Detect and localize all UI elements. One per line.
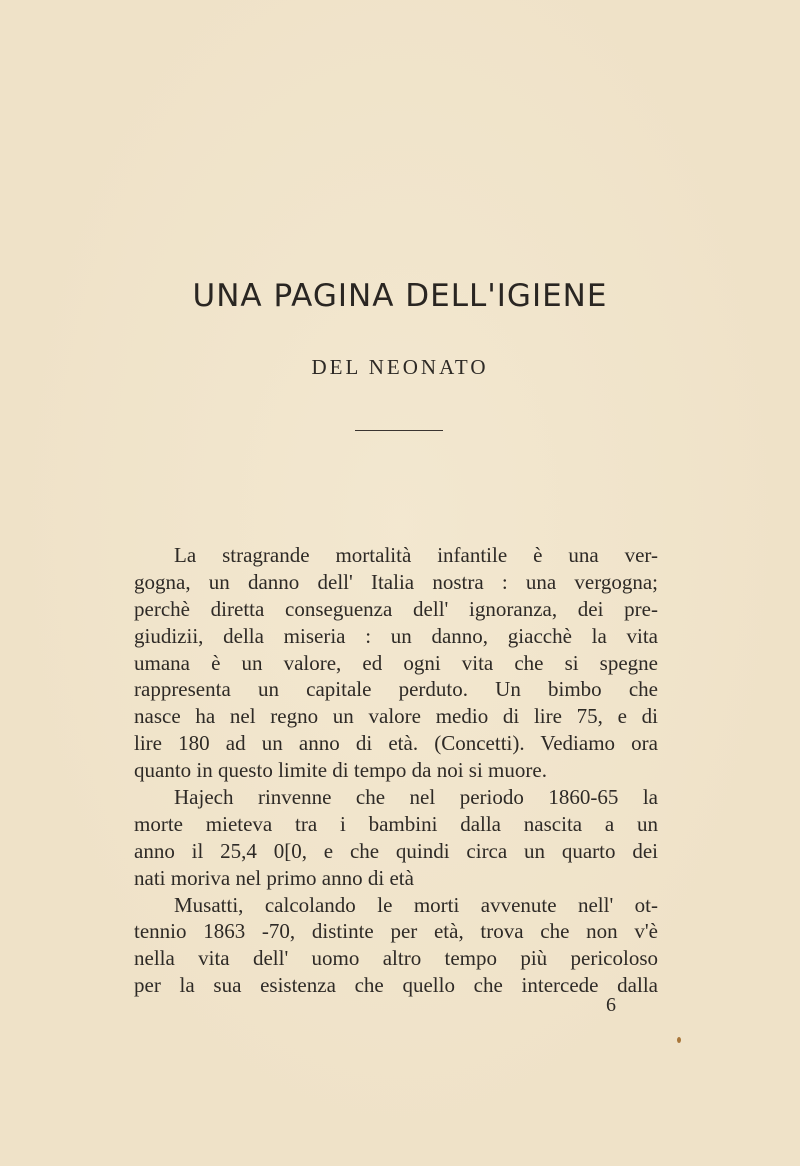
text-line: nasce ha nel regno un valore medio di lire 75, e di	[134, 704, 658, 729]
text-line: rappresenta un capitale perduto. Un bimbo che	[134, 677, 658, 702]
text-line: La stragrande mortalità infantile è una ver-	[174, 543, 658, 567]
text-line: lire 180 ad un anno di età. (Concetti). Vediamo ora	[134, 731, 658, 756]
text-line: Musatti, calcolando le morti avvenute nell' ot-	[174, 892, 658, 917]
title-divider	[355, 430, 443, 431]
page-subtitle: DEL NEONATO	[311, 355, 489, 379]
page-number: 6	[606, 994, 616, 1016]
text-line: per la sua esistenza che quello che intercede dalla	[134, 973, 658, 998]
page-title: UNA PAGINA DELL'IGIENE	[192, 278, 608, 314]
text-line: anno il 25,4 0[0, e che quindi circa un quarto dei	[134, 838, 658, 863]
text-line: nati moriva nel primo anno di età	[134, 865, 414, 890]
paper-speck	[677, 1037, 681, 1043]
text-line: giudizii, della miseria : un danno, giacchè la vita	[134, 623, 658, 648]
text-line: perchè diretta conseguenza dell' ignoranza, dei pre-	[134, 596, 658, 621]
text-line: gogna, un danno dell' Italia nostra : una vergogna;	[134, 569, 658, 594]
text-line: tennio 1863 -70, distinte per età, trova che non v'è	[134, 919, 658, 944]
text-line: Hajech rinvenne che nel periodo 1860-65 la	[174, 785, 658, 810]
text-line: nella vita dell' uomo altro tempo più pericoloso	[134, 946, 658, 971]
text-line: umana è un valore, ed ogni vita che si spegne	[134, 650, 658, 675]
text-line: quanto in questo limite di tempo da noi si muore.	[134, 758, 547, 783]
body-text	[134, 542, 658, 999]
text-line: morte mieteva tra i bambini dalla nascita a un	[134, 811, 658, 836]
